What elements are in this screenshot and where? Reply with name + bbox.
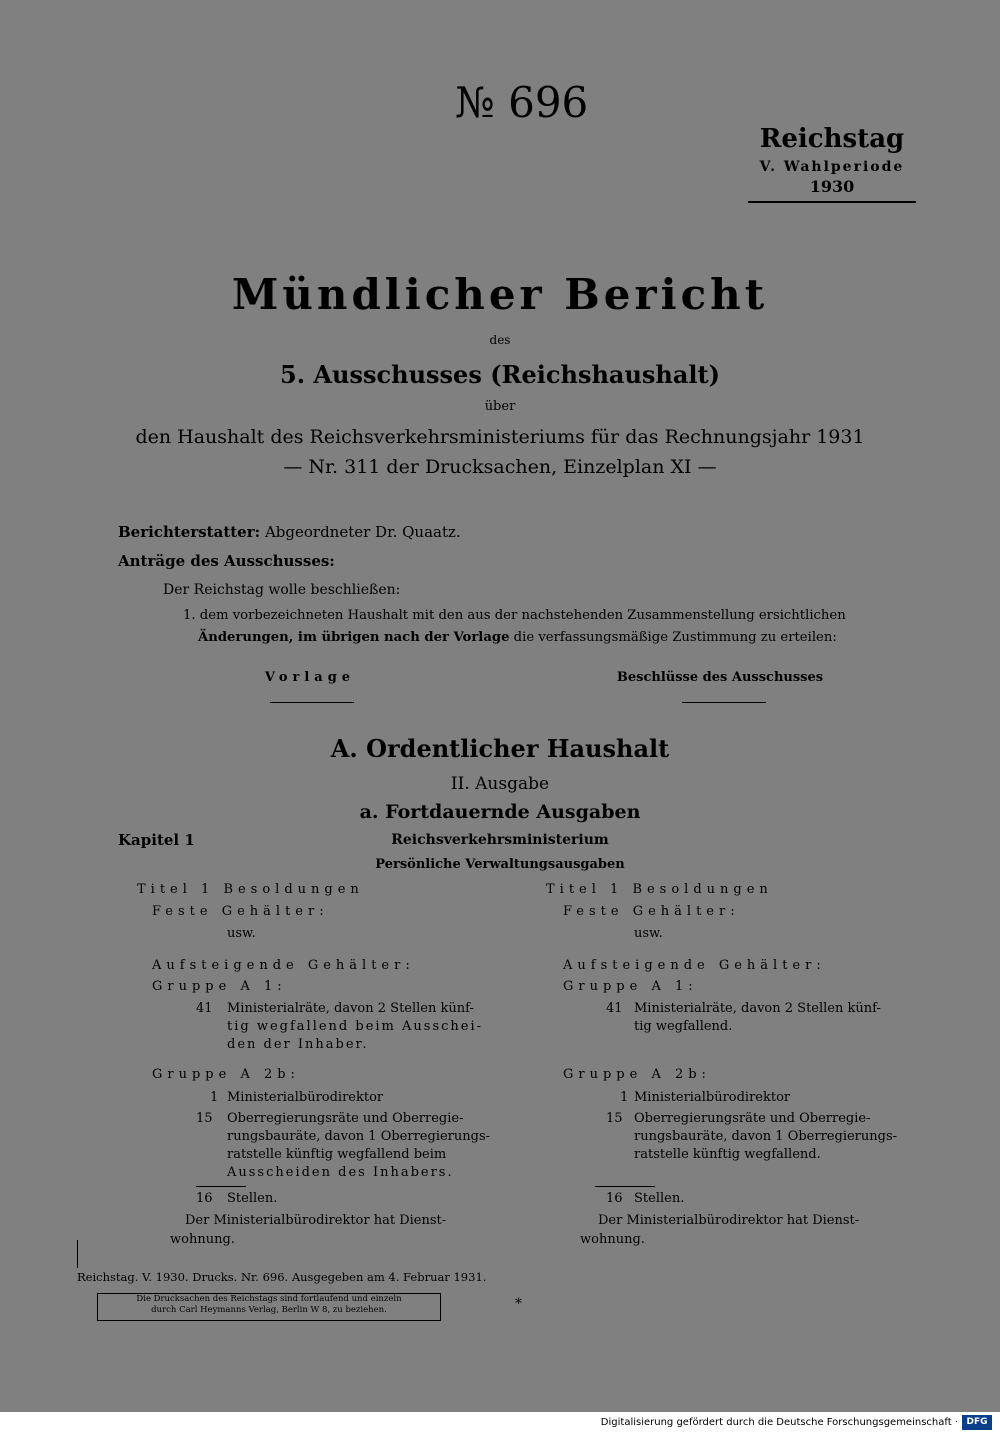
item1-line1: 1. dem vorbezeichneten Haushalt mit den aus der nachstehenden Zusammenstellung ersichtlichen	[183, 608, 846, 623]
report-title: Mündlicher Bericht	[231, 270, 769, 319]
left-sum-rule	[196, 1186, 246, 1187]
notice-line-2: durch Carl Heymanns Verlag, Berlin W 8, zu beziehen.	[151, 1305, 387, 1315]
section-a-title: A. Ordentlicher Haushalt	[330, 734, 670, 763]
right-t15-l1: Oberregierungsräte und Oberregie-	[634, 1111, 871, 1126]
section-a-sub: a. Fortdauernde Ausgaben	[359, 801, 641, 823]
left-gruppe-a2b: Gruppe A 2b:	[152, 1067, 300, 1082]
left-t15-l4: Ausscheiden des Inhabers.	[227, 1165, 454, 1180]
item1-line2	[198, 630, 916, 645]
reichstag-label: Reichstag	[759, 124, 905, 154]
left-n15: 15	[196, 1111, 213, 1126]
left-titel: Titel 1 Besoldungen	[137, 882, 364, 897]
ministry-label: Reichsverkehrsministerium	[391, 832, 609, 848]
left-t16: Stellen.	[227, 1191, 278, 1206]
left-gruppe-a1: Gruppe A 1:	[152, 979, 287, 994]
left-t15-l3: ratstelle künftig wegfallend beim	[227, 1147, 447, 1162]
left-n16: 16	[196, 1191, 213, 1206]
right-t41-l1: Ministerialräte, davon 2 Stellen künf-	[634, 1001, 881, 1016]
left-n1: 1	[210, 1090, 219, 1105]
wahlperiode-label: V. Wahlperiode	[759, 159, 905, 175]
right-n15: 15	[606, 1111, 623, 1126]
left-feste: Feste Gehälter:	[152, 904, 329, 919]
section-ii: II. Ausgabe	[450, 774, 550, 794]
notice-box	[97, 1293, 441, 1321]
column-head-vorlage: Vorlage	[264, 670, 356, 685]
margin-mark	[77, 1240, 78, 1268]
left-t15-l2: rungsbauräte, davon 1 Oberregierungs-	[227, 1129, 491, 1144]
beschluesse-rule	[682, 702, 766, 703]
right-aufsteigende: Aufsteigende Gehälter:	[563, 958, 826, 973]
left-t41-l3: den der Inhaber.	[227, 1037, 369, 1052]
subject-line-2: — Nr. 311 der Drucksachen, Einzelplan XI —	[283, 456, 717, 478]
berichterstatter-value: Abgeordneter Dr. Quaatz.	[264, 523, 461, 541]
left-t41-l2: tig wegfallend beim Ausschei-	[227, 1019, 484, 1034]
right-usw: usw.	[634, 926, 663, 941]
berichterstatter	[118, 523, 461, 541]
item1-rest: die verfassungsmäßige Zustimmung zu erteilen:	[509, 630, 837, 645]
right-t15-l3: ratstelle künftig wegfallend.	[634, 1147, 821, 1162]
right-t41-l2: tig wegfallend.	[634, 1019, 733, 1034]
left-dienst-l2: wohnung.	[170, 1232, 235, 1247]
title-ueber: über	[484, 399, 516, 414]
column-head-beschluesse: Beschlüsse des Ausschusses	[616, 670, 824, 685]
subject-line-1: den Haushalt des Reichsverkehrsministeriums für das Rechnungsjahr 1931	[135, 426, 865, 448]
right-gruppe-a1: Gruppe A 1:	[563, 979, 698, 994]
item1-bold: Änderungen, im übrigen nach der Vorlage	[198, 630, 510, 645]
right-t15-l2: rungsbauräte, davon 1 Oberregierungs-	[634, 1129, 898, 1144]
left-t41-l1: Ministerialräte, davon 2 Stellen künf-	[227, 1001, 474, 1016]
year-label: 1930	[809, 177, 855, 196]
footer-digitalisierung: Digitalisierung gefördert durch die Deutsche Forschungsgemeinschaft ·	[600, 1417, 958, 1428]
reichstag-wolle: Der Reichstag wolle beschließen:	[163, 582, 401, 598]
header-rule	[748, 201, 916, 203]
committee-title: 5. Ausschusses (Reichshaushalt)	[280, 360, 720, 389]
right-gruppe-a2b: Gruppe A 2b:	[563, 1067, 711, 1082]
imprint-line: Reichstag. V. 1930. Drucks. Nr. 696. Ausgegeben am 4. Februar 1931.	[77, 1270, 487, 1284]
right-feste: Feste Gehälter:	[563, 904, 740, 919]
left-t1: Ministerialbürodirektor	[227, 1090, 384, 1105]
right-n1: 1	[620, 1090, 629, 1105]
right-sum-rule	[595, 1186, 655, 1187]
left-dienst-l1: Der Ministerialbürodirektor hat Dienst-	[185, 1213, 447, 1228]
left-n41: 41	[196, 1001, 213, 1016]
antraege-heading: Anträge des Ausschusses:	[118, 552, 335, 570]
document-number: № 696	[455, 78, 589, 127]
right-n41: 41	[606, 1001, 623, 1016]
notice-line-1: Die Drucksachen des Reichstags sind fortlaufend und einzeln	[136, 1294, 402, 1304]
vorlage-rule	[270, 702, 354, 703]
right-t16: Stellen.	[634, 1191, 685, 1206]
kapitel-label: Kapitel 1	[118, 831, 195, 849]
title-des: des	[489, 333, 511, 347]
persoenlich-label: Persönliche Verwaltungsausgaben	[375, 857, 625, 872]
left-usw: usw.	[227, 926, 256, 941]
star-mark: *	[515, 1296, 522, 1312]
berichterstatter-label: Berichterstatter:	[118, 523, 261, 541]
right-dienst-l1: Der Ministerialbürodirektor hat Dienst-	[598, 1213, 860, 1228]
dfg-logo: DFG	[962, 1415, 992, 1430]
right-n16: 16	[606, 1191, 623, 1206]
right-titel: Titel 1 Besoldungen	[546, 882, 773, 897]
left-aufsteigende: Aufsteigende Gehälter:	[152, 958, 415, 973]
right-dienst-l2: wohnung.	[580, 1232, 645, 1247]
right-t1: Ministerialbürodirektor	[634, 1090, 791, 1105]
left-t15-l1: Oberregierungsräte und Oberregie-	[227, 1111, 464, 1126]
